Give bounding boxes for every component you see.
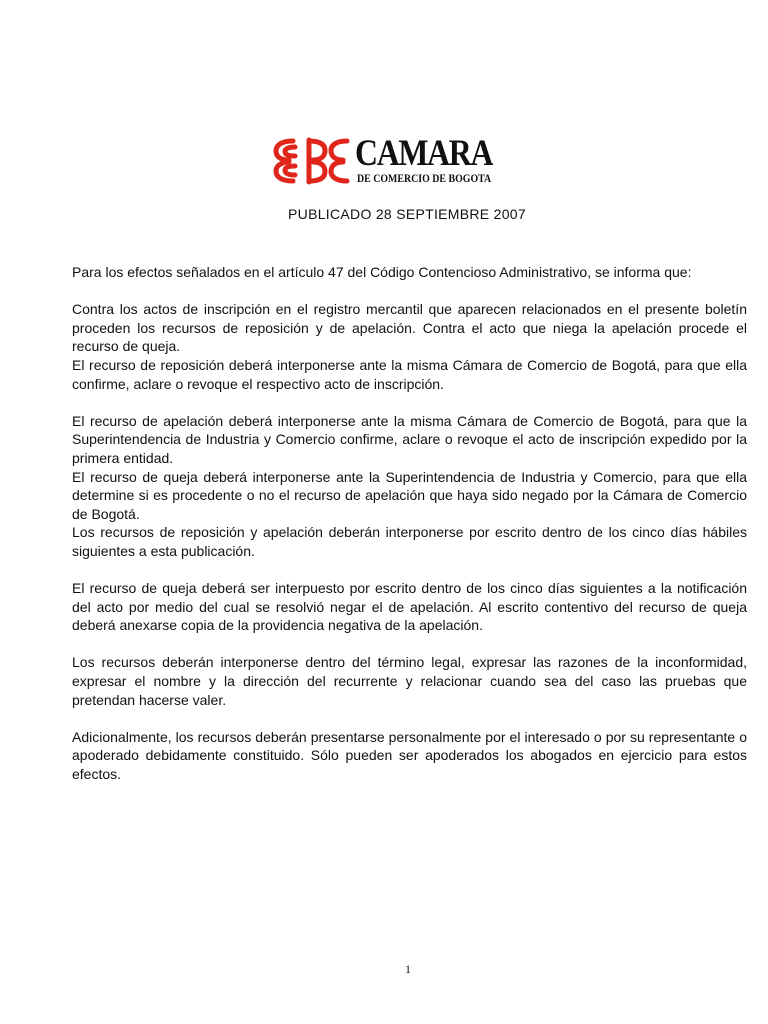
paragraph-queja-plazo: El recurso de queja deberá ser interpuesto por escrito dentro de los cinco días siguientes a la notificación del acto por medio del cual se resolvió negar el de apelación. Al escrito contentivo del recurso de queja deberá anexarse copia de la providencia negativa de la apelación. bbox=[72, 580, 747, 634]
paragraph-apoderados: Adicionalmente, los recursos deberán presentarse personalmente por el interesado o por su representante o apoderado debidamente constituido. Sólo pueden ser apoderados los abogados en ejercicio para estos efectos. bbox=[72, 728, 747, 783]
page-number: 1 bbox=[405, 962, 411, 976]
logo-name: CAMARA bbox=[355, 133, 493, 174]
paragraph-reposicion: El recurso de reposición deberá interponerse ante la misma Cámara de Comercio de Bogotá, para que ella confirme, aclare o revoque el respectivo acto de inscripción. bbox=[72, 356, 747, 392]
paragraph-requisitos: Los recursos deberán interponerse dentro del término legal, expresar las razones de la inconformidad, expresar el nombre y la dirección del recurrente y relacionar cuando sea del caso las pruebas que pretendan hacerse valer. bbox=[72, 654, 747, 708]
paragraph-apelacion: El recurso de apelación deberá interponerse ante la misma Cámara de Comercio de Bogotá, para que la Superintendencia de Industria y Comercio confirme, aclare o revoque el acto de inscripción expedido por la primera entidad. bbox=[72, 412, 747, 466]
paragraph-intro: Para los efectos señalados en el artículo 47 del Código Contencioso Administrativo, se informa que: bbox=[72, 264, 692, 280]
camara-de-comercio-logo bbox=[273, 134, 493, 190]
paragraph-plazo: Los recursos de reposición y apelación deberán interponerse por escrito dentro de los cinco días hábiles siguientes a esta publicación. bbox=[72, 524, 747, 559]
notice-body bbox=[72, 263, 747, 784]
paragraph-queja: El recurso de queja deberá interponerse ante la Superintendencia de Industria y Comercio, para que ella determine si es procedente o no el recurso de apelación que haya sido negado por la Cámara de Comercio de Bogotá. bbox=[72, 468, 747, 522]
logo-subtitle: DE COMERCIO DE BOGOTA bbox=[357, 173, 492, 185]
publication-date: PUBLICADO 28 SEPTIEMBRE 2007 bbox=[288, 206, 526, 222]
ccb-emblem-icon bbox=[273, 136, 353, 186]
paragraph-recursos: Contra los actos de inscripción en el registro mercantil que aparecen relacionados en el presente boletín proceden los recursos de reposición y de apelación. Contra el acto que niega la apelación procede el recurso de queja. bbox=[72, 301, 747, 355]
